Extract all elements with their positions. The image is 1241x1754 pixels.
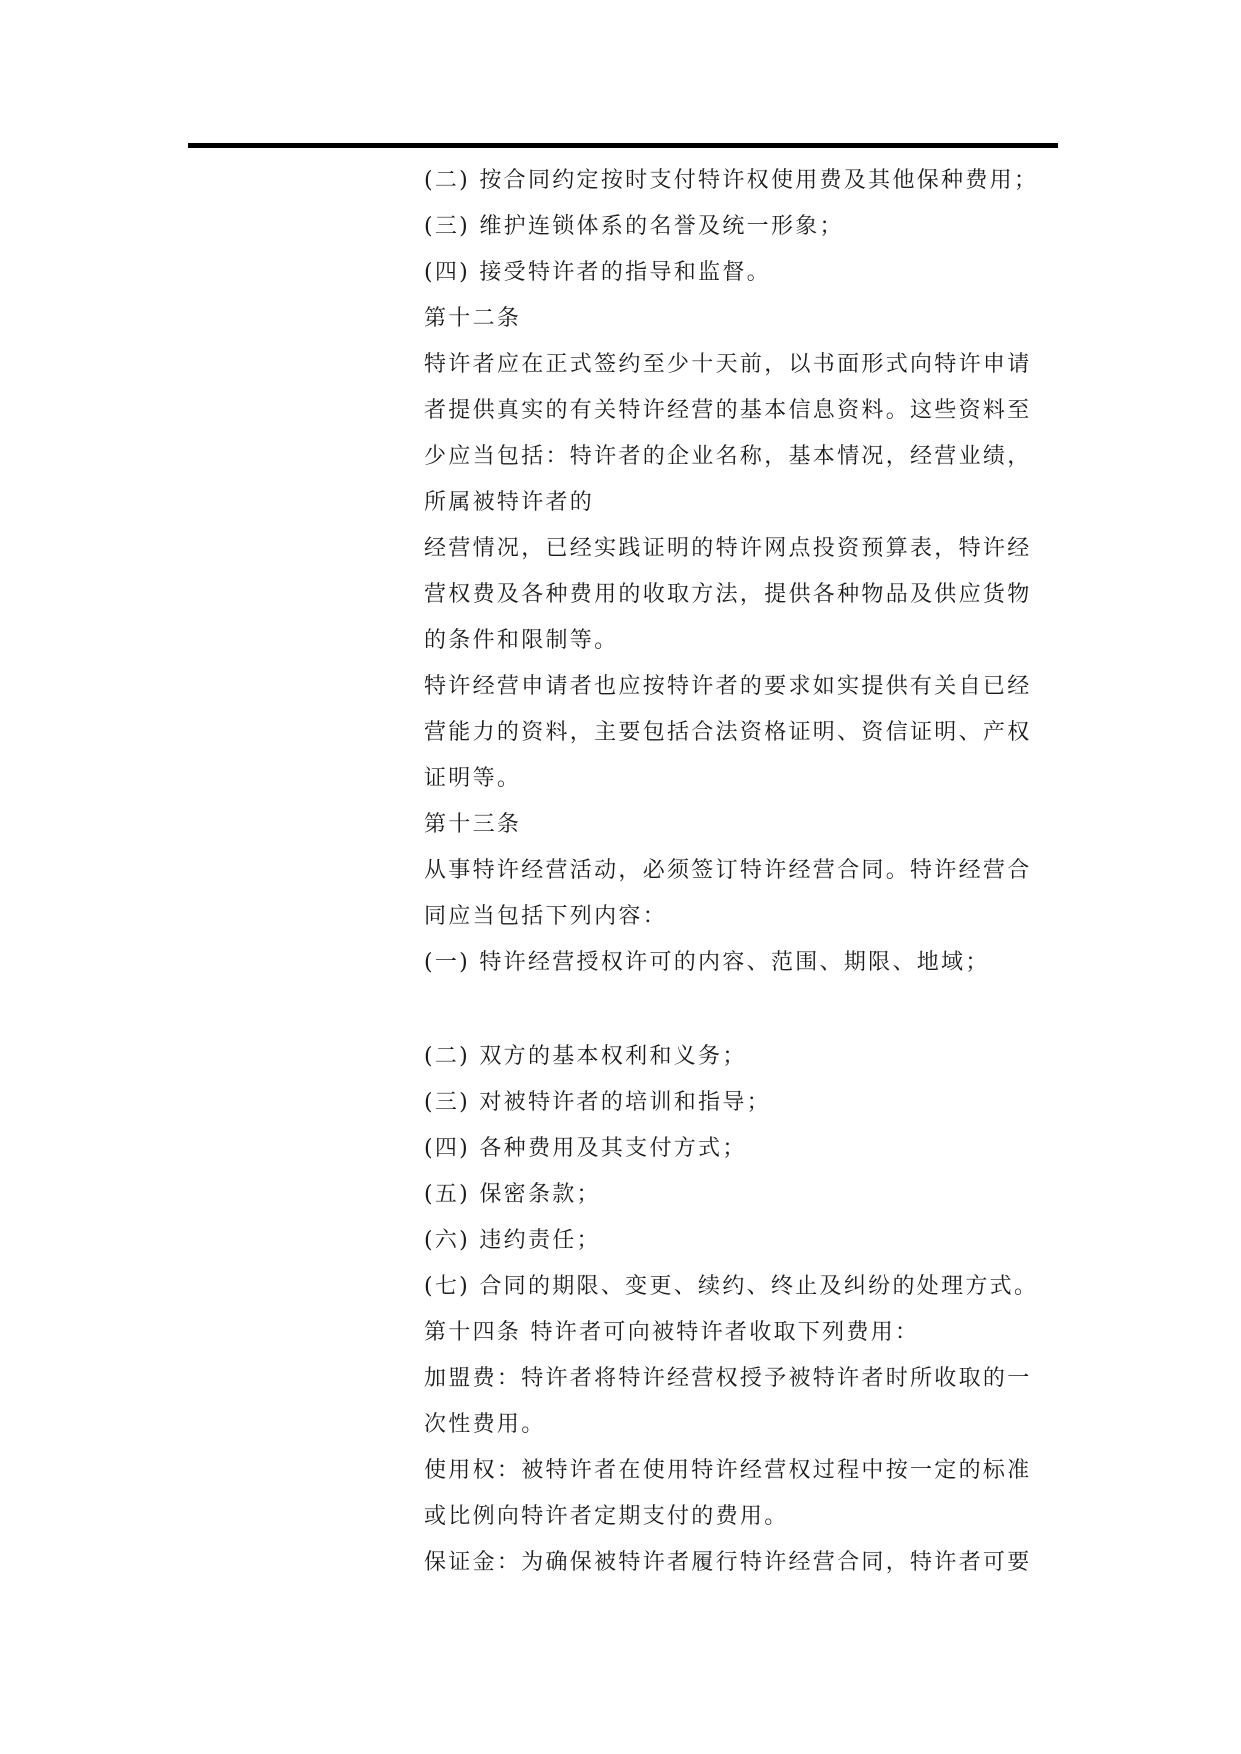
text-line: 保证金：为确保被特许者履行特许经营合同，特许者可要 xyxy=(424,1550,1032,1575)
text-line: (六) 违约责任； xyxy=(424,1228,601,1253)
document-body xyxy=(424,158,1044,1586)
text-line: 或比例向特许者定期支付的费用。 xyxy=(424,1504,789,1529)
text-line: (四) 各种费用及其支付方式； xyxy=(424,1136,747,1161)
text-line: 次性费用。 xyxy=(424,1412,546,1437)
text-line: 从事特许经营活动，必须签订特许经营合同。特许经营合 xyxy=(424,858,1032,883)
text-line: 特许经营申请者也应按特许者的要求如实提供有关自已经 xyxy=(424,674,1032,699)
text-line: 特许者应在正式签约至少十天前，以书面形式向特许申请 xyxy=(424,352,1032,377)
text-line: (一) 特许经营授权许可的内容、范围、期限、地域； xyxy=(424,950,990,975)
text-line: (二) 双方的基本权利和义务； xyxy=(424,1044,747,1069)
text-line: 使用权：被特许者在使用特许经营权过程中按一定的标准 xyxy=(424,1458,1032,1483)
article-heading: 第十二条 xyxy=(424,306,522,331)
blank-line xyxy=(424,986,1044,1034)
text-line: 者提供真实的有关特许经营的基本信息资料。这些资料至 xyxy=(424,398,1032,423)
text-line: 证明等。 xyxy=(424,766,522,791)
text-line: (三) 维护连锁体系的名誉及统一形象； xyxy=(424,214,844,239)
text-line: (三) 对被特许者的培训和指导； xyxy=(424,1090,771,1115)
text-line: 少应当包括：特许者的企业名称，基本情况，经营业绩， xyxy=(424,444,1032,469)
article-heading: 第十四条 特许者可向被特许者收取下列费用： xyxy=(424,1320,920,1345)
text-line: (二) 按合同约定按时支付特许权使用费及其他保种费用； xyxy=(424,168,1039,193)
text-line: (七) 合同的期限、变更、续约、终止及纠纷的处理方式。 xyxy=(424,1274,1039,1299)
text-line: 营权费及各种费用的收取方法，提供各种物品及供应货物 xyxy=(424,582,1032,607)
text-line: 所属被特许者的 xyxy=(424,490,595,515)
header-rule xyxy=(188,143,1058,148)
text-line: 营能力的资料，主要包括合法资格证明、资信证明、产权 xyxy=(424,720,1032,745)
text-line: (五) 保密条款； xyxy=(424,1182,601,1207)
text-line: 经营情况，已经实践证明的特许网点投资预算表，特许经 xyxy=(424,536,1032,561)
text-line: (四) 接受特许者的指导和监督。 xyxy=(424,260,771,285)
text-line: 加盟费：特许者将特许经营权授予被特许者时所收取的一 xyxy=(424,1366,1032,1391)
text-line: 的条件和限制等。 xyxy=(424,628,619,653)
article-heading: 第十三条 xyxy=(424,812,522,837)
text-line: 同应当包括下列内容： xyxy=(424,904,668,929)
